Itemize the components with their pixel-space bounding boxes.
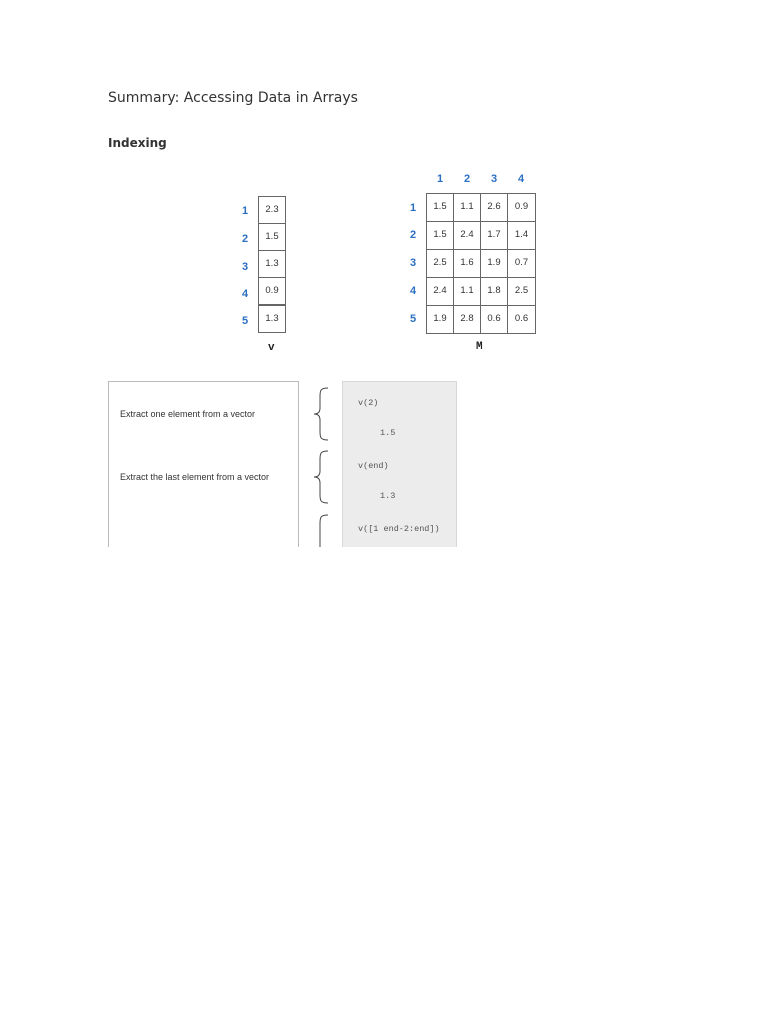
- section-heading: Indexing: [108, 136, 167, 150]
- matrix-cell: 0.7: [507, 249, 536, 278]
- code-command: v(end): [358, 461, 389, 471]
- vector-row-index: 1: [241, 205, 249, 217]
- matrix-row-index: 5: [409, 313, 417, 325]
- matrix-row-index: 1: [409, 202, 417, 214]
- page-blank-area: [0, 547, 768, 1024]
- matrix-cell: 2.5: [507, 277, 536, 306]
- matrix-cell: 1.6: [453, 249, 481, 278]
- page-title: Summary: Accessing Data in Arrays: [108, 90, 358, 106]
- matrix-cell: 0.9: [507, 193, 536, 222]
- matrix-cell: 0.6: [480, 305, 508, 334]
- matrix-cell: 1.9: [480, 249, 508, 278]
- example-description: Extract the last element from a vector: [120, 472, 270, 482]
- code-command: v([1 end-2:end]): [358, 524, 440, 534]
- vector-cell: 1.5: [258, 223, 286, 251]
- matrix-cell: 2.4: [426, 277, 454, 306]
- matrix-col-index: 3: [490, 173, 498, 185]
- matrix-cell: 1.8: [480, 277, 508, 306]
- matrix-col-index: 4: [517, 173, 525, 185]
- description-panel: [108, 381, 299, 556]
- matrix-row-index: 2: [409, 229, 417, 241]
- matrix-cell: 2.8: [453, 305, 481, 334]
- code-result: 1.3: [380, 491, 396, 501]
- vector-row-index: 2: [241, 233, 249, 245]
- example-description: Extract one element from a vector: [120, 409, 256, 419]
- code-result: 1.5: [380, 428, 396, 438]
- vector-cell: 2.3: [258, 196, 286, 224]
- vector-name-label: v: [268, 342, 275, 354]
- matrix-cell: 1.9: [426, 305, 454, 334]
- matrix-cell: 2.4: [453, 221, 481, 250]
- matrix-cell: 1.4: [507, 221, 536, 250]
- matrix-row-index: 3: [409, 257, 417, 269]
- vector-cell: 1.3: [258, 250, 286, 278]
- matrix-cell: 0.6: [507, 305, 536, 334]
- curly-brace-icon: [310, 450, 332, 504]
- matrix-col-index: 2: [463, 173, 471, 185]
- matrix-cell: 1.1: [453, 193, 481, 222]
- matrix-cell: 2.5: [426, 249, 454, 278]
- vector-row-index: 5: [241, 315, 249, 327]
- matrix-cell: 1.7: [480, 221, 508, 250]
- code-panel: [342, 381, 457, 556]
- vector-row-index: 4: [241, 288, 249, 300]
- code-command: v(2): [358, 398, 379, 408]
- matrix-cell: 2.6: [480, 193, 508, 222]
- matrix-cell: 1.5: [426, 193, 454, 222]
- matrix-cell: 1.5: [426, 221, 454, 250]
- vector-cell: 0.9: [258, 277, 286, 305]
- vector-row-index: 3: [241, 261, 249, 273]
- matrix-name-label: M: [476, 341, 483, 353]
- curly-brace-icon: [310, 387, 332, 441]
- matrix-cell: 1.1: [453, 277, 481, 306]
- vector-cell: 1.3: [258, 305, 286, 333]
- matrix-col-index: 1: [436, 173, 444, 185]
- matrix-row-index: 4: [409, 285, 417, 297]
